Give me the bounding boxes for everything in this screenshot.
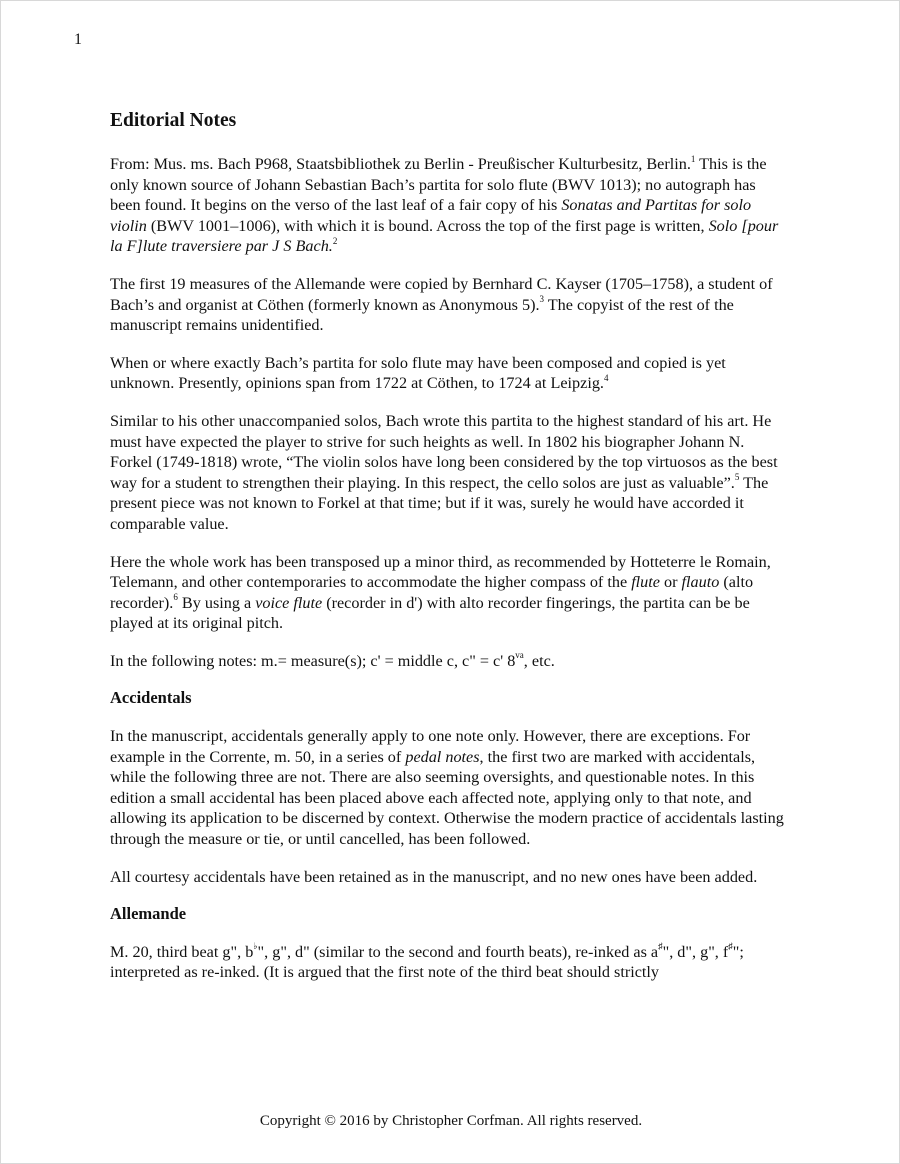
intro-paragraph-copyists: The first 19 measures of the Allemande were copied by Bernhard C. Kayser (1705–1758), a student of Bach’s and organist at Cöthen (formerly known as Anonymous 5).$^3$ The copyist of the rest of the manuscript remains unidentified.: [110, 274, 773, 335]
copyright-footer: Copyright © 2016 by Christopher Corfman. All rights reserved.: [259, 1113, 643, 1129]
main-content: [110, 109, 790, 1000]
footnote-ref-5[interactable]: 5: [734, 472, 740, 483]
footnote-ref-3[interactable]: 3: [539, 294, 545, 305]
accidentals-paragraph-2: All courtesy accidentals have been retained as in the manuscript, and no new ones have been added.: [110, 867, 758, 886]
footnote-ref-6[interactable]: 6: [173, 592, 178, 603]
heading-accidentals: Accidentals: [110, 688, 192, 708]
page-title: Editorial Notes: [110, 110, 237, 131]
intro-paragraph-forkel: Similar to his other unaccompanied solos, Bach wrote this partita to the highest standard of his art. He must have expected the player to strive for such heights as well. In 1802 his biographer Johann N. Forkel (1749-1818) wrote, “The violin solos have long been considered by the top virtuosos as the best way for a student to strengthen their playing. In this respect, the cello solos are just as valuable”.$^5$ The present piece was not known to Forkel at that time; but if it was, surely he would have accorded it comparable value.: [110, 411, 778, 533]
accidentals-paragraph-1: In the manuscript, accidentals generally apply to one note only. However, there are exceptions. For example in the Corrente, m. 50, in a series of pedal notes, the first two are marked with accidentals, while the following three are not. There are also seeming oversights, and questionable notes. In this edition a small accidental has been placed above each affected note, applying only to that note, and allowing its application to be discerned by context. Otherwise the modern practice of accidentals lasting through the measure or tie, or until cancelled, has been followed.: [110, 727, 784, 849]
intro-paragraph-notation: In the following notes: m.= measure(s); c' = middle c, c" = c' $8^{va}$, etc.: [110, 650, 555, 670]
intro-paragraph-dating: When or where exactly Bach’s partita for solo flute may have been composed and copied is yet unknown. Presently, opinions span from 1722 at Cöthen, to 1724 at Leipzig.$^4$: [110, 353, 726, 393]
page-number: 1: [74, 31, 82, 48]
heading-allemande: Allemande: [110, 904, 187, 924]
intro-paragraph-transposition: Here the whole work has been transposed up a minor third, as recommended by Hotteterre le Romain, Telemann, and other contemporaries to accommodate the higher compass of the flute or flauto (alto recorder).$^6$ By using a voice flute (recorder in d') with alto recorder fingerings, the partita can be be played at its original pitch.: [110, 552, 771, 633]
footnote-ref-4[interactable]: 4: [603, 372, 609, 383]
allemande-paragraph-1: M. 20, third beat g", b♭", g", d" (similar to the second and fourth beats), re-inked as a♯", d", g", f♯"; interpreted as re-inked. (It is argued that the first note of the third beat should strictly: [110, 941, 744, 982]
footnote-ref-1[interactable]: 1: [690, 153, 696, 164]
footnote-ref-2[interactable]: 2: [332, 235, 338, 246]
intro-paragraph-source: From: Mus. ms. Bach P968, Staatsbibliothek zu Berlin - Preußischer Kulturbesitz, Berlin.$^1$ This is the only known source of Johann Sebastian Bach’s partita for solo flute (BWV 1013); no autograph has been found. It begins on the verso of the last leaf of a fair copy of his Sonatas and Partitas for solo violin (BWV 1001–1006), with which it is bound. Across the top of the first page is written, Solo [pour la F]lute traversiere par J S Bach.$^2$: [110, 153, 779, 256]
